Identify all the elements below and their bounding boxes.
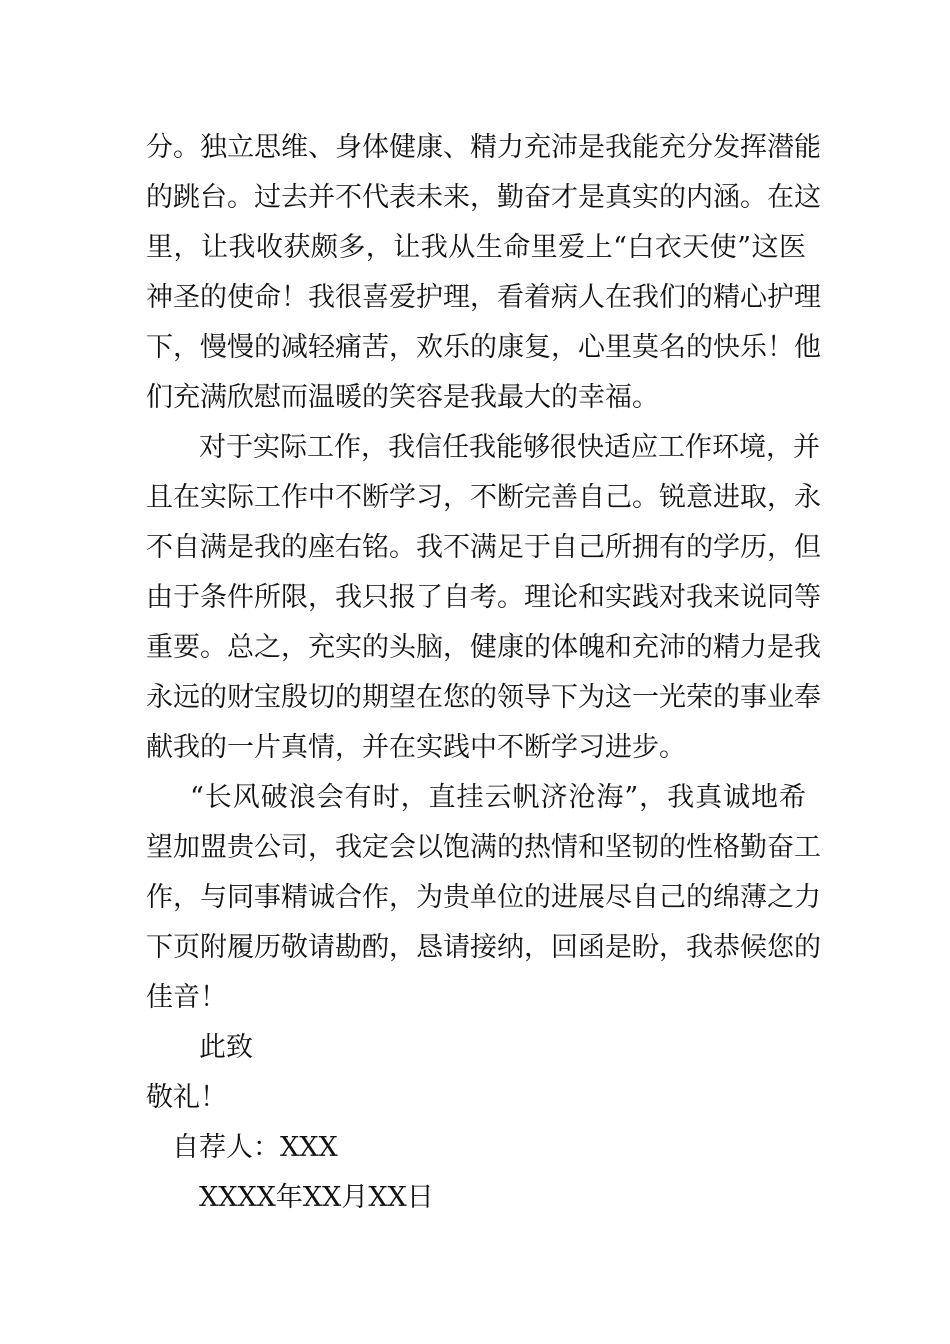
paragraph-2-line-7: 献我的一片真情，并在实践中不断学习进步。: [146, 732, 686, 763]
paragraph-3-line-4: 下页附履历敬请勘酌，恳请接纳，回函是盼，我恭候您的: [146, 932, 821, 963]
paragraph-2-line-5: 重要。总之，充实的头脑，健康的体魄和充沛的精力是我: [146, 632, 821, 663]
paragraph-2-line-6: 永远的财宝殷切的期望在您的领导下为这一光荣的事业奉: [146, 682, 821, 713]
paragraph-2-line-3: 不自满是我的座右铭。我不满足于自己所拥有的学历，但: [146, 532, 821, 563]
paragraph-1-line-5: 下，慢慢的减轻痛苦，欢乐的康复，心里莫名的快乐！他: [146, 332, 821, 363]
paragraph-1-line-2: 的跳台。过去并不代表未来，勤奋才是真实的内涵。在这: [146, 182, 821, 213]
salutation-cizhi: 此致: [199, 1032, 253, 1063]
paragraph-1-line-1: 分。独立思维、身体健康、精力充沛是我能充分发挥潜能: [146, 132, 821, 163]
paragraph-1-line-3: 里，让我收获颇多，让我从生命里爱上“白衣天使”这医: [146, 232, 806, 263]
paragraph-3-line-1: “长风破浪会有时，直挂云帆济沧海”，我真诚地希: [190, 782, 806, 813]
paragraph-3-line-3: 作，与同事精诚合作，为贵单位的进展尽自己的绵薄之力: [146, 882, 821, 913]
paragraph-1-line-4: 神圣的使命！我很喜爱护理，看着病人在我们的精心护理: [146, 282, 821, 313]
date-line: XXXX年XX月XX日: [199, 1182, 434, 1213]
salutation-jingli: 敬礼！: [146, 1082, 227, 1113]
paragraph-2-line-4: 由于条件所限，我只报了自考。理论和实践对我来说同等: [146, 582, 821, 613]
paragraph-2-line-2: 且在实际工作中不断学习，不断完善自己。锐意进取，永: [146, 482, 821, 513]
signer-line: 自荐人：XXX: [172, 1132, 338, 1163]
paragraph-3-line-2: 望加盟贵公司，我定会以饱满的热情和坚韧的性格勤奋工: [146, 832, 821, 863]
paragraph-1-line-6: 们充满欣慰而温暖的笑容是我最大的幸福。: [146, 382, 659, 413]
paragraph-2-line-1: 对于实际工作，我信任我能够很快适应工作环境，并: [199, 432, 820, 463]
paragraph-3-line-5: 佳音！: [146, 982, 227, 1013]
